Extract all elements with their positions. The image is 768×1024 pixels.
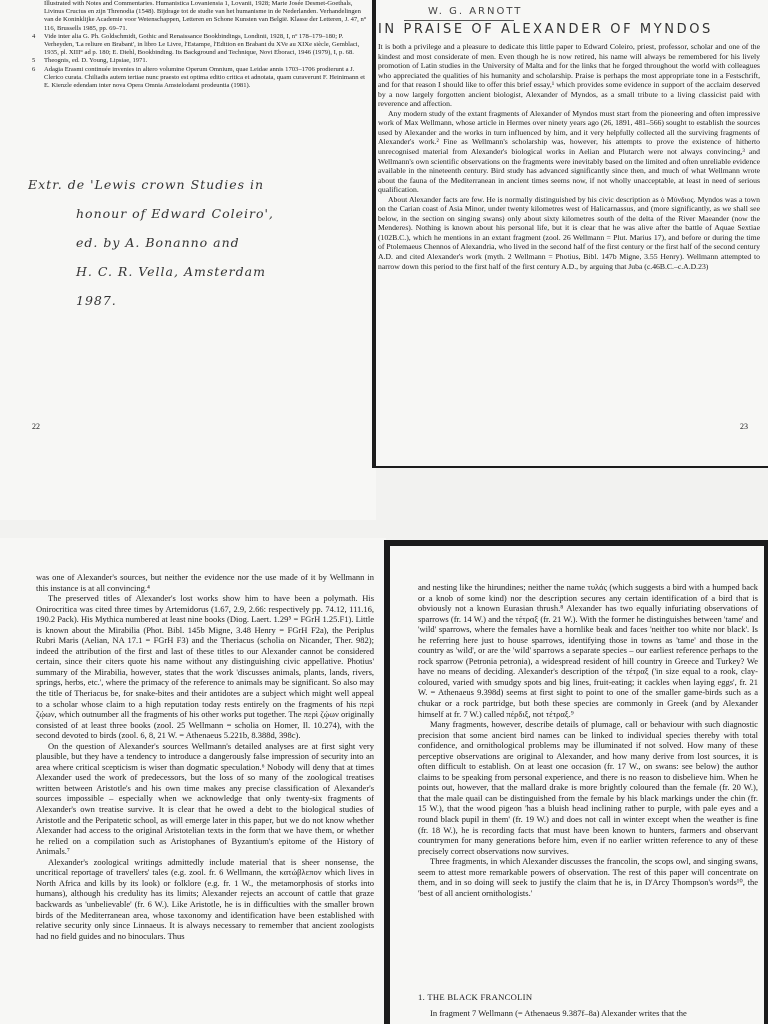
paragraph: It is both a privilege and a pleasure to dedicate this little paper to Edward Coleiro, priest, professor, scholar and one of the kindest and most considerate of men. Even though he is now retired, his name will always be remembered for his lively promotion of Latin studies in the University of Malta and for the links that he forged throughout the world with colleagues who appreciated the qualities of his humanity and scholarship. Praise is perhaps the most appropriate tone in a Festschrift, and for that reason I should like to offer this brief essay,¹ which provides some evidence in support of the acclaim deserved by a now largely forgotten ancient biologist, Alexander of Myndos, as a small tribute to a living classicist paid with reverence and affection. — [378, 42, 760, 109]
handwritten-line: honour of Edward Coleiro', — [76, 206, 274, 221]
footnote: 6 Adagia Erasmi continuée invenies in altero volumine Operum Omnium, quae Leidae annis 1703–1706 prodierunt a J. Clerico curata. Chiliadis autem tertiae nunc praesto est optima editio critica et adnotata, quam curaverunt F. Heinimann et E. Kienzle edendam inter nova Opera Omnia Amstelodami prodeuntia (1981). — [32, 65, 365, 90]
paragraph: and nesting like the hirundines; neither the name τυλάς (which suggests a bird with a humped back or a knob of some kind) nor the description secures any certain identification of a bird that is obviously not a known Eurasian thrush.⁸ Alexander has two equally infuriating observations of sparrows (fr. 14 W.) and the τέτραξ (fr. 21 W.). With the former he distinguishes between 'tame' and 'wild' sparrows, where the females have a hornlike beak and faces 'neither too white nor black'. Is he referring here just to house sparrows, identifying those in towns as 'tame' and those in the country as 'wild', or are the 'wild' sparrows a separate species – our earliest reference perhaps to the rock sparrow (Petronia petronia), a widespread resident of hill country in Greece and Turkey? We have no means of deciding. Alexander's description of the τέτραξ ('in size equal to a rook, clay-coloured, varied with smudgy spots and big lines, fruit-eating; it cackles when laying eggs', fr. 21 W. = Athenaeus 9.398d) seems at first sight to point to one of the smaller game-birds such as a chukar or a rock partridge, but both these species are commonly in Greek (and by Alexander himself at fr. 7 W.) called πέρδιξ, not τέτραξ.⁹ — [418, 582, 758, 719]
scan-top-left-page — [0, 0, 376, 520]
paragraph: Three fragments, in which Alexander discusses the francolin, the scops owl, and singing swans, seem to attest more remarkable powers of observation. The rest of this paper will concentrate on them, and in so doing will seek to justify the claim that he is, in D'Arcy Thompson's words¹⁰, the 'best of all ancient ornithologists.' — [418, 856, 758, 898]
paragraph: Any modern study of the extant fragments of Alexander of Myndos must start from the pioneering and often impressive work of Max Wellmann, whose article in Hermes over ninety years ago (26, 1891, 481–566) sought to establish the sources used by Alexander and the works in turn influenced by him, and it very helpfully collected all the surviving fragments of Alexander's work.² Fine as Wellmann's scholarship was, however, his attempts to prove the existence of hitherto unrecognised material from Alexander's biological works in Aelian and Plutarch were not always convincing,³ and Wellmann's own scientific observations on the fragments were inevitably based on the limited and often unreliable evidence available in the nineteenth century. Bird study has advanced significantly since then, and much of what Wellmann wrote about the fauna of the Mediterranean in ancient times seems now, if not wholly unacceptable, at least in need of serious qualification. — [378, 108, 760, 195]
paragraph: Many fragments, however, describe details of plumage, call or behaviour with such diagnostic precision that some ancient bird names can be linked to individual species thereby with total confidence, and ornithological problems may be illuminated if not solved. How many of these perceptive observations are original to Alexander, and how many derive from lost sources, it is often difficult to establish. On at least one occasion (fr. 17 W., on swans: see below) the author claims to be speaking from personal experience, and there is no reason to disbelieve him. When he points out, however, that the mallard drake is more brightly coloured than the female (fr. 20 W.), that the male quail can be distinguished from the female by his black markings under the chin (fr. 15 W.), that the wood pigeon 'has a bluish head inclining rather to purple, with pale eyes and a round black pupil in them' (fr. 19 W.) and does not call in winter except when the weather is fine (fr. 18 W.), he is recording facts that must have been known to hunters, farmers and observant countrymen for many generations before him, even if no earlier written reference to any of these precisely correct observations now survives. — [418, 719, 758, 856]
scan-bottom-right-page — [390, 546, 764, 1024]
page-number: 22 — [32, 422, 40, 431]
paragraph: On the question of Alexander's sources Wellmann's detailed analyses are at first sight very plausible, but they have a tendency to introduce a dangerously false impression of security into an area where critical scepticism is wiser than dogmatic speculation.⁶ Nobody will deny that at times Alexander used the work of predecessors, but the loss of so many of the zoological treatises written between Aristotle's and his own time makes any precise classification of Alexander's sources impossible – especially when we acknowledge that only twenty-six fragments of Alexander's own treatise survive. It is clear that he owed a debt to the biological studies of Aristotle and the Peripatetic school, as will emerge later in this paper, but we do not know whether Alexander had access to the original Aristotelian texts in the form that we have them, or whether he relied on a compilation such as Aristophanes of Byzantium's epitome of the History of Animals.⁷ — [36, 740, 374, 857]
footnote: 4 Vide inter alia G. Ph. Goldschmidt, Gothic and Renaissance Bookbindings, Londinii, 1928, I, nº 178–179–180; P. Verheyden, 'La reliure en Brabant', in libro Le Livre, l'Estampe, l'Edition en Brabant du XVe au XIXe siècle, Gemblaci, 1935, pl. XIII° ad p. 180; E. Diehl, Bookbinding. Its Background and Technique, Novi Eboraci, 1946 (1979), I, p. 68. — [32, 32, 360, 57]
author-name: W. G. ARNOTT — [428, 6, 523, 17]
article-title: IN PRAISE OF ALEXANDER OF MYNDOS — [378, 22, 713, 37]
paragraph: was one of Alexander's sources, but neither the evidence nor the use made of it by Wellmann in this instance is at all convincing.⁴ — [36, 572, 374, 593]
footnotes — [32, 0, 372, 140]
article-body — [418, 582, 758, 982]
handwritten-line: Extr. de 'Lewis crown Studies in — [28, 177, 265, 192]
title-rule — [404, 20, 514, 21]
page-number: 23 — [740, 422, 748, 431]
handwritten-note — [28, 170, 348, 320]
scan-top-right-page — [376, 0, 768, 466]
paragraph: In fragment 7 Wellmann (= Athenaeus 9.387f–8a) Alexander writes that the — [430, 1008, 687, 1018]
paragraph: Alexander's zoological writings admittedly include material that is sheer nonsense, the uncritical reportage of travellers' tales (e.g. zool. fr. 6 Wellmann, the κατώβλεπον which lives in North Africa and kills by its look) or folklore (e.g. fr. 1 W., the metamorphosis of storks into humans), although his credulity has its limits; Alexander rejects an account of cattle that graze backwards as 'unbelievable' (fr. 6 W.). Like Aristotle, he is in difficulties with the smaller brown birds of the Mediterranean area, whose taxonomy and identification have been established with relative security only since Linnaeus. It is always necessary to remember that ancient zoologists had no field guides and no binoculars. Thus — [36, 856, 374, 941]
footnote: Illustrated with Notes and Commentaries. Humanistica Lovaniensia 1, Lovanii, 1928; Marie Josée Desmet-Goethals, Livinus Crucius en zijn Threnodia (1548). Bijdrage tot de studie van het humanisme in de Nederlanden. Verhandelingen van de Koninklijke Academie voor Wetenschappen, Letteren en Schone Kunsten van België. Klasse der Letteren, J. 47, n° 116, Brussells 1985, pp. 69–71. — [44, 0, 367, 32]
handwritten-line: ed. by A. Bonanno and — [76, 235, 240, 250]
paragraph: The preserved titles of Alexander's lost works show him to have been a polymath. His Onirocritica was cited three times by Artemidorus (1.67, 2.9, 2.66: respectively pp. 74.12, 111.16, 190.2 Pack). His Mythica numbered at least nine books (Diog. Laert. 1.29⁵ = FGrH 1.25.F1). Little is known about the Mirabilia (Phot. Bibl. 145b Migne, 3.48 Henry = FGrH F2a), the Periplus Rubri Maris (Aelian, NA 17.1 = FGrH F3) and the Theriacus (scholia on Nicander, Ther. 982); indeed the attribution of the first and last of these titles to our Alexander cannot be considered certain, since their citers quote his name without any distinguishing civic appellative. Photius' summary of the Mirabilia, however, states that the work 'discusses animals, plants, lands, rivers, springs, herbs, etc.', where the primacy of the reference to animals may be significant. So also may the title of Theriacus be, for snake-bites and their antidotes are a subject which might well appeal to a scholar whose claim to a high reputation today rests entirely on the fragments of his περὶ ζῴων, which outnumber all the fragments of his other works put together. The περὶ ζῴων originally consisted of at least three books (zool. 25 Wellmann = scholia on Homer, Il. 10.274), with the second devoted to birds (zool. 6, 8, 21 W. = Athenaeus 5.221b, 8.388d, 398c). — [36, 593, 374, 741]
paragraph: About Alexander facts are few. He is normally distinguished by his civic description as ὁ Μύνδιος. Myndos was a town on the Carian coast of Asia Minor, under twenty kilometres west of Halicarnassus, and (more significantly, as we shall see below, in the section on singing swans) only about sixty kilometres south of the delta of the River Maeander (now the Menderes). Nothing is known about his personal life, but it is clear that he was alive after the battle of Aquae Sextiae (102B.C.), which he mentions in an extant fragment (zool. 26 Wellmann = Plut. Marius 17), and before or during the time of Ptolemaeus Chennos of Alexandria, who lived in the second half of the first century or the first half of the second century A.D. and cited Alexander's work (myth. 2 Wellmann = Photius, Bibl. 147b Migne, 3.55 Henry). Wellmann attempted to narrow down this period to the first half of the first century A.D., by arguing that Juba (c.46B.C.–c.A.D.23) — [378, 194, 760, 271]
handwritten-line: 1987. — [76, 293, 117, 308]
article-body — [36, 572, 374, 1024]
article-body — [378, 42, 760, 416]
handwritten-line: H. C. R. Vella, Amsterdam — [76, 264, 266, 279]
scan-bottom-left-page — [0, 538, 386, 1024]
footnote: 5 Theognis, ed. D. Young, Lipsiae, 1971. — [32, 57, 148, 65]
section-heading: 1. THE BLACK FRANCOLIN — [418, 992, 533, 1002]
